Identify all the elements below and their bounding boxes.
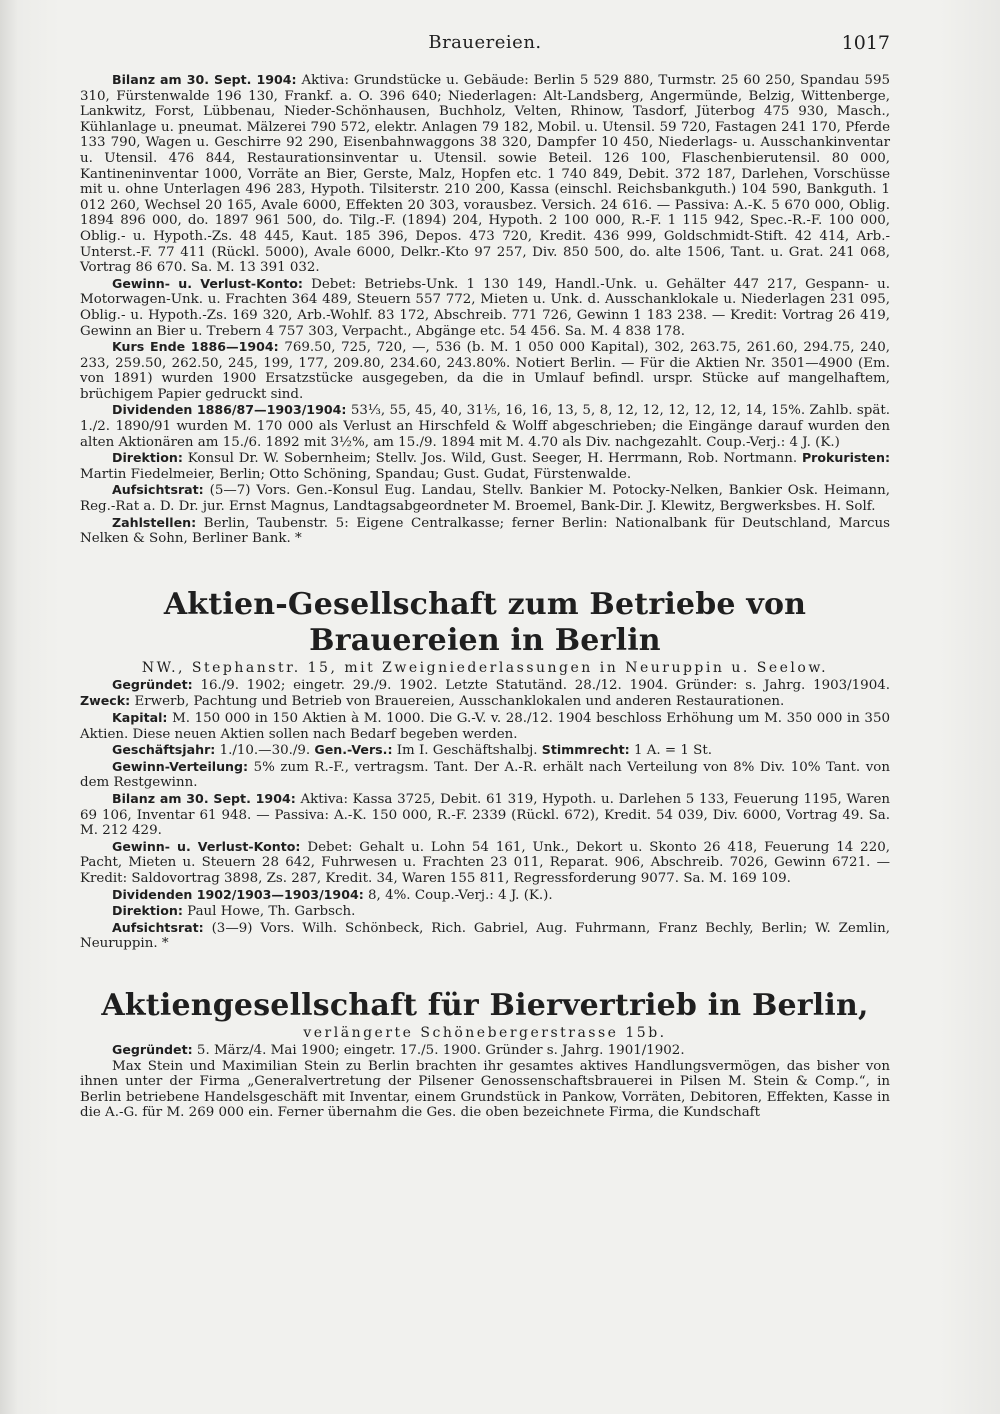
zahlstellen-text: Berlin, Taubenstr. 5: Eigene Centralkasse; ferner Berlin: Nationalbank für Deutschland, Marcus Nelken & Sohn, Berliner Bank. * [80, 515, 890, 547]
guv-label: Gewinn- u. Verlust-Konto: [112, 275, 303, 291]
geschaeftsjahr-text: 1./10.—30./9. [219, 743, 311, 759]
dividenden-paragraph-2 [80, 887, 890, 904]
company-address-brauereien: NW., Stephanstr. 15, mit Zweigniederlassungen in Neuruppin u. Seelow. [141, 659, 829, 676]
gewinn-verteilung-paragraph [80, 759, 890, 791]
guv-text-2: Debet: Gehalt u. Lohn 54 161, Unk., Dekort u. Skonto 26 418, Feuerung 14 220, Pacht, Mieten u. Steuern 28 642, Fuhrwesen u. Frachten 23 011, Reparat. 906, Abschreib. 7026, Gewinn 6721. — Kredit: Saldovortrag 3898, Zs. 287, Kredit. 34, Waren 155 811, Regressforderung 9077. Sa. M. 169 109. [80, 839, 890, 886]
direktion-label: Direktion: [112, 450, 183, 466]
dividenden-label-2: Dividenden 1902/1903—1903/1904: [112, 886, 364, 902]
guv-paragraph-2 [80, 839, 890, 887]
gegruendet-text-3: 5. März/4. Mai 1900; eingetr. 17./5. 1900. Gründer s. Jahrg. 1901/1902. [196, 1042, 685, 1058]
aufsichtsrat-paragraph [80, 482, 890, 514]
direktion-paragraph [80, 450, 890, 482]
dividenden-text-2: 8, 4%. Coup.-Verj.: 4 J. (K.). [368, 887, 553, 903]
company-title-brauereien: Aktien-Gesellschaft zum Betriebe von Brauereien in Berlin [163, 586, 807, 658]
running-title: Brauereien. [428, 32, 542, 53]
stimmrecht-text: 1 A. = 1 St. [633, 743, 712, 759]
aufsichtsrat-label: Aufsichtsrat: [112, 482, 204, 498]
page-body [80, 72, 890, 1121]
gen-vers-label: Gen.-Vers.: [314, 742, 393, 758]
aufsichtsrat-label-2: Aufsichtsrat: [112, 919, 204, 935]
zweck-text: Erwerb, Pachtung und Betrieb von Brauereien, Ausschanklokalen und anderen Restaurationen. [134, 694, 785, 710]
aufsichtsrat-text-2: (3—9) Vors. Wilh. Schönbeck, Rich. Gabriel, Aug. Fuhrmann, Franz Bechly, Berlin; W. Zemlin, Neuruppin. * [80, 920, 890, 952]
bilanz-text-2: Aktiva: Kassa 3725, Debit. 61 319, Hypoth. u. Darlehen 5 133, Feuerung 1195, Waren 69 106, Inventar 61 948. — Passiva: A.-K. 150 000, R.-F. 2339 (Rückl. 672), Kredit. 54 039, Div. 6000, Vortrag 49. Sa. M. 212 429. [80, 791, 891, 839]
bilanz-paragraph [80, 72, 890, 276]
prokuristen-label: Prokuristen: [801, 450, 890, 466]
kurs-text: 769.50, 725, 720, —, 536 (b. M. 1 050 000 Kapital), 302, 263.75, 261.60, 294.75, 240, 233, 259.50, 262.50, 245, 199, 177, 209.80, 234.60, 243.80%. Notiert Berlin. — Für die Aktien Nr. 3501—4900 (Em. von 1891) wurden 1900 Ersatzstücke ausgegeben, da die in Umlauf befindl. urspr. Stücke auf mangelhaftem, brüchigem Papier gedruckt sind. [80, 340, 890, 402]
company-title-biervertrieb: Aktiengesellschaft für Biervertrieb in Berlin, [101, 987, 869, 1023]
bilanz-label-2: Bilanz am 30. Sept. 1904: [112, 790, 296, 806]
zweck-label: Zweck: [80, 693, 131, 709]
gen-vers-text: Im I. Geschäftshalbj. [396, 743, 538, 759]
page-header [80, 30, 890, 58]
guv-paragraph [80, 276, 890, 339]
geschaeftsjahr-paragraph [80, 742, 890, 759]
bilanz-text: Aktiva: Grundstücke u. Gebäude: Berlin 5 529 880, Turmstr. 25 60 250, Spandau 595 310, Fürstenwalde 196 130, Frankf. a. O. 396 640; Niederlagen: Alt-Landsberg, Angermünde, Belzig, Wittenberge, Lankwitz, Forst, Lübbenau, Nieder-Schönhausen, Buchholz, Velten, Rhinow, Tasdorf, Jüterbog 475 930, Masch., Kühlanlage u. pneumat. Mälzerei 790 572, elektr. Anlagen 79 182, Mobil. u. Utensil. 59 720, Fastagen 241 170, Pferde 133 790, Wagen u. Geschirre 92 290, Eisenbahnwaggons 38 320, Dampfer 10 450, Niederlags- u. Ausschankinventar u. Utensil. 476 844, Restaurationsinventar u. Utensil. sowie Beteil. 126 100, Flaschenbierutensil. 80 000, Kantineninventar 1000, Vorräte an Bier, Gerste, Malz, Hopfen etc. 1 740 849, Debit. 372 187, Darlehen, Vorschüsse mit u. ohne Unterlagen 496 283, Hypoth. Tilsiterstr. 210 200, Kassa (einschl. Reichsbankguth.) 104 590, Bankguth. 1 012 260, Wechsel 20 165, Avale 6000, Effekten 20 303, vorausbez. Versich. 24 616. — Passiva: A.-K. 5 670 000, Oblig. 1894 896 000, do. 1897 961 500, do. Tilg.-F. (1894) 204, Hypoth. 2 100 000, R.-F. 1 115 942, Spec.-R.-F. 100 000, Oblig.- u. Hypoth.-Zs. 48 445, Kaut. 185 396, Depos. 473 720, Kredit. 436 999, Goldschmidt-Stift. 42 414, Arb.-Unterst.-F. 77 411 (Rückl. 5000), Avale 6000, Delkr.-Kto 97 257, Div. 850 500, do. alte 1506, Tant. u. Grat. 241 068, Vortrag 86 670. Sa. M. 13 391 032. [80, 73, 890, 276]
zahlstellen-label: Zahlstellen: [112, 514, 197, 530]
gewinn-verteilung-label: Gewinn-Verteilung: [112, 758, 249, 774]
direktion-paragraph-2 [80, 903, 890, 920]
bilanz-paragraph-2 [80, 791, 890, 839]
guv-label-2: Gewinn- u. Verlust-Konto: [112, 838, 301, 854]
stimmrecht-label: Stimmrecht: [541, 742, 630, 758]
company-address-biervertrieb: verlängerte Schönebergerstrasse 15b. [303, 1024, 667, 1041]
kapital-text: M. 150 000 in 150 Aktien à M. 1000. Die G.-V. v. 28./12. 1904 beschloss Erhöhung um M. 350 000 in 350 Aktien. Diese neuen Aktien sollen nach Bedarf begeben werden. [80, 711, 890, 742]
gegruendet-text: 16./9. 1902; eingetr. 29./9. 1902. Letzte Statutänd. 28./12. 1904. Gründer: s. Jahrg. 1903/1904. [200, 677, 890, 693]
aufsichtsrat-text: (5—7) Vors. Gen.-Konsul Eug. Landau, Stellv. Bankier M. Potocky-Nelken, Bankier Osk. Heimann, Reg.-Rat a. D. Dr. jur. Ernst Magnus, Landtagsabgeordneter M. Broemel, Bank-Dir. J. Klewitz, Bergwerksbes. H. Solf. [80, 483, 890, 515]
company-description: Max Stein und Maximilian Stein zu Berlin brachten ihr gesamtes aktives Handlungsvermögen, das bisher von ihnen unter der Firma „Generalvertretung der Pilsener Genossenschaftsbrauerei in Pilsen M. Stein & Comp.“, in Berlin betriebene Handelsgeschäft mit Inventar, einem Grundstück in Pankow, Vorräten, Debitoren, Effekten, Kasse in die A.-G. für M. 269 000 ein. Ferner übernahm die Ges. die oben bezeichnete Firma, die Kundschaft [80, 1058, 890, 1121]
kurs-paragraph [80, 339, 890, 402]
kurs-label: Kurs Ende 1886—1904: [112, 339, 279, 355]
geschaeftsjahr-label: Geschäftsjahr: [112, 742, 216, 758]
kapital-label: Kapital: [112, 710, 168, 725]
gegruendet-label-3: Gegründet: [112, 1041, 193, 1057]
kapital-paragraph [80, 710, 890, 742]
bilanz-label: Bilanz am 30. Sept. 1904: [112, 72, 297, 87]
gewinn-verteilung-text: 5% zum R.-F., vertragsm. Tant. Der A.-R. erhält nach Verteilung von 8% Div. 10% Tant. von dem Restgewinn. [80, 759, 890, 791]
aufsichtsrat-paragraph-2 [80, 920, 890, 952]
gegruendet-paragraph [80, 677, 890, 710]
dividenden-paragraph [80, 402, 890, 450]
page-number: 1017 [841, 32, 890, 54]
direktion-text: Konsul Dr. W. Sobernheim; Stellv. Jos. Wild, Gust. Seeger, H. Herrmann, Rob. Nortmann. [187, 451, 798, 467]
dividenden-label: Dividenden 1886/87—1903/1904: [112, 402, 347, 418]
gegruendet-label: Gegründet: [112, 676, 193, 692]
dividenden-text: 53⅓, 55, 45, 40, 31⅕, 16, 16, 13, 5, 8, 12, 12, 12, 12, 12, 14, 15%. Zahlb. spät. 1./2. 1890/91 wurden M. 170 000 als Verlust an Hirschfeld & Wolff abgeschrieben; die Eingänge darauf wurden den alten Aktionären am 15./6. 1892 mit 3½%, am 15./9. 1894 mit M. 4.70 als Div. nachgezahlt. Coup.-Verj.: 4 J. (K.) [80, 403, 890, 450]
section-gap [80, 547, 890, 587]
guv-text: Debet: Betriebs-Unk. 1 130 149, Handl.-Unk. u. Gehälter 447 217, Gespann- u. Motorwagen-Unk. u. Frachten 364 489, Steuern 557 772, Mieten u. Unk. d. Ausschanklokale u. Niederlagen 231 095, Oblig.- u. Hypoth.-Zs. 169 320, Arb.-Wohlf. 83 172, Abschreib. 771 726, Gewinn 1 183 238. — Kredit: Vortrag 26 419, Gewinn an Bier u. Trebern 4 757 303, Verpacht., Abgänge etc. 54 456. Sa. M. 4 838 178. [80, 276, 890, 339]
prokuristen-text: Martin Fiedelmeier, Berlin; Otto Schöning, Spandau; Gust. Gudat, Fürstenwalde. [80, 466, 632, 482]
gegruendet-paragraph-3 [80, 1042, 890, 1059]
direktion-label-2: Direktion: [112, 903, 183, 919]
section-gap [80, 952, 890, 988]
zahlstellen-paragraph [80, 515, 890, 547]
direktion-text-2: Paul Howe, Th. Garbsch. [187, 904, 356, 920]
